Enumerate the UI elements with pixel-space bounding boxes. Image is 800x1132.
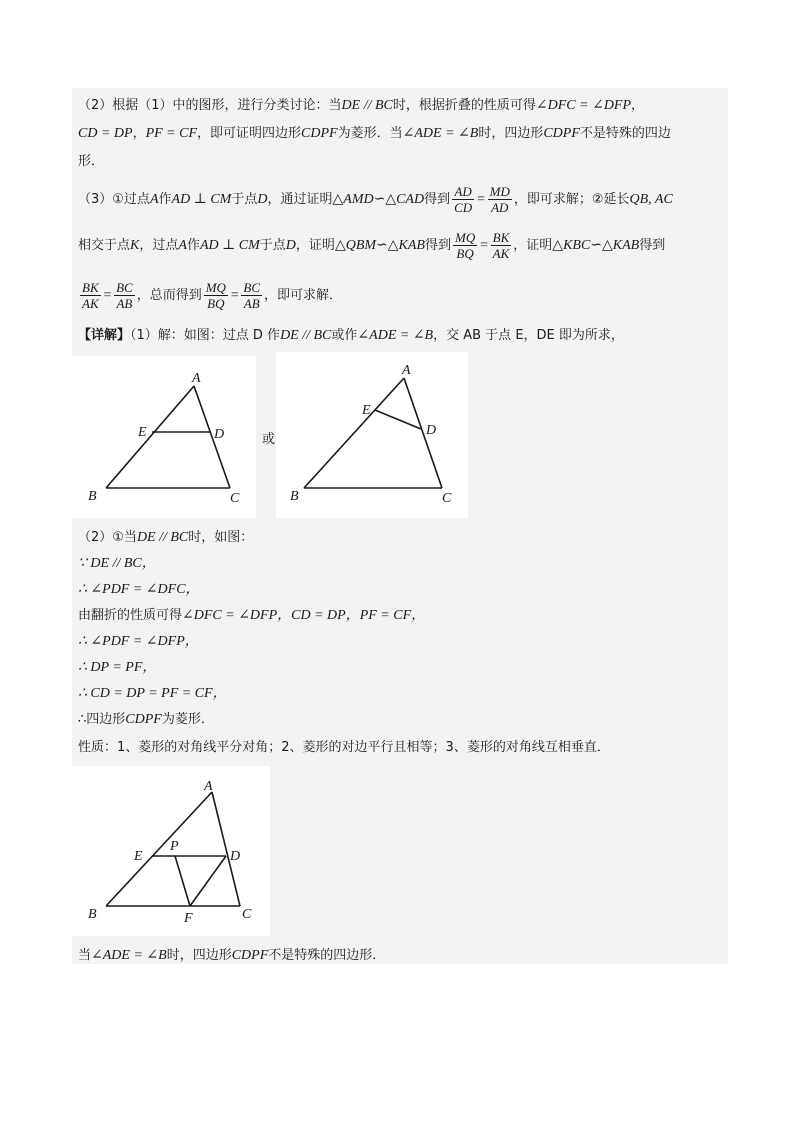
label-d: D [426, 423, 437, 438]
side-ab [106, 792, 212, 906]
fraction [114, 280, 135, 311]
figure-1 [72, 356, 256, 518]
text: 时，根据折叠的性质可得 [392, 98, 536, 113]
text: ，证明 [513, 238, 553, 253]
label-e: E [362, 403, 371, 418]
label-f: F [184, 911, 193, 926]
analysis-2-line-2 [78, 124, 671, 144]
denominator: AK [82, 296, 99, 311]
math: ∠DFC = ∠DFP [535, 98, 632, 113]
step-4 [78, 606, 425, 626]
text: （2）①当 [78, 530, 137, 545]
text: 当 [78, 948, 92, 963]
math: △AMD∽△CAD [332, 192, 425, 207]
step-1 [78, 528, 253, 548]
text: 为菱形． [161, 712, 214, 727]
math: D [285, 238, 296, 253]
denominator: AD [491, 200, 509, 215]
text: 不是特殊的四边形． [268, 948, 386, 963]
numerator: MQ [454, 230, 476, 245]
math: CDPF [231, 948, 269, 963]
fraction [80, 280, 101, 311]
text: ，即可求解． [264, 288, 343, 303]
analysis-2-line-1 [78, 96, 644, 116]
math: CDPF [125, 712, 162, 727]
text: 不是特殊的四边 [579, 126, 671, 141]
analysis-3-line-3 [78, 280, 342, 311]
detail-heading: 【详解】 [78, 328, 131, 343]
step-6: ∴ DP = PF， [78, 660, 157, 675]
rhombus-properties: 性质：1、菱形的对角线平分对角；2、菱形的对边平行且相等；3、菱形的对角线互相垂直． [78, 740, 610, 755]
figure-3-svg [72, 766, 270, 936]
math: △KBC∽△KAB [552, 238, 640, 253]
text: 时，四边形 [478, 126, 544, 141]
analysis-2-line-3: 形． [78, 154, 105, 169]
analysis-3-line-1 [78, 184, 673, 215]
or-text: 或 [262, 432, 276, 447]
fraction [491, 230, 512, 261]
text: ∴四边形 [78, 712, 126, 727]
math: A [149, 192, 159, 207]
math: CDPF [543, 126, 580, 141]
side-ac [404, 378, 442, 488]
label-a: A [192, 371, 201, 386]
text: 或作 [331, 328, 358, 343]
math: PF = CF [145, 126, 198, 141]
fraction [452, 184, 474, 215]
math: DE // BC [136, 530, 189, 545]
side-ab [106, 386, 194, 488]
math: DE // BC [341, 98, 393, 113]
denominator: AB [243, 296, 260, 311]
math: A [178, 238, 187, 253]
step-7: ∴ CD = DP = PF = CF， [78, 686, 227, 701]
numerator: BC [243, 280, 261, 295]
text: 于点 [231, 192, 258, 207]
label-p: P [170, 839, 179, 854]
numerator: BK [82, 280, 99, 295]
detail-line [78, 326, 624, 346]
fraction [453, 230, 477, 261]
text: ，总而得到 [136, 288, 202, 303]
text: 为菱形．当 [337, 126, 403, 141]
denominator: AK [492, 246, 510, 261]
fraction [204, 280, 228, 311]
text: ，通过证明 [267, 192, 333, 207]
denominator: CD [454, 200, 473, 215]
label-c: C [230, 491, 240, 506]
side-ab [304, 378, 404, 488]
denominator: BQ [456, 246, 474, 261]
label-a: A [402, 363, 411, 378]
math: ∠ADE = ∠B [402, 126, 479, 141]
text: 作 [158, 192, 172, 207]
step-10 [78, 946, 385, 966]
math: = [102, 288, 113, 303]
text: （3）①过点 [78, 192, 150, 207]
text: 得到 [424, 238, 451, 253]
label-c: C [442, 491, 452, 506]
step-5: ∴ ∠PDF = ∠DFP， [78, 634, 199, 649]
text: ，证明 [295, 238, 335, 253]
step-8 [78, 710, 214, 730]
math: △QBM∽△KAB [334, 238, 425, 253]
label-c: C [242, 907, 252, 922]
numerator: BC [116, 280, 133, 295]
denominator: AB [116, 296, 133, 311]
fraction [241, 280, 262, 311]
math: QB, AC [629, 192, 673, 207]
math: K [130, 238, 140, 253]
label-d: D [230, 849, 241, 864]
text: 得到 [424, 192, 451, 207]
math: ∠ADE = ∠B [357, 328, 434, 343]
math: AD ⊥ CM [171, 192, 232, 207]
text: 得到 [639, 238, 666, 253]
text: 时，如图： [188, 530, 254, 545]
math: CD = DP [78, 126, 133, 141]
math: D [257, 192, 268, 207]
label-d: D [214, 427, 225, 442]
label-e: E [138, 425, 147, 440]
math: AD ⊥ CM [199, 238, 260, 253]
math: = [229, 288, 240, 303]
label-b: B [290, 489, 299, 504]
analysis-3-line-2 [78, 230, 665, 261]
numerator: AD [452, 184, 474, 200]
figure-1-svg [72, 356, 256, 518]
numerator: MD [489, 184, 510, 199]
fraction [488, 184, 512, 215]
text: 由翻折的性质可得 [78, 608, 183, 623]
math: DE // BC [280, 328, 332, 343]
text: 相交于点 [78, 238, 131, 253]
figure-2-svg [276, 352, 468, 518]
text: ， [132, 126, 146, 141]
math: ∠DFC = ∠DFP，CD = DP，PF = CF， [182, 608, 426, 623]
numerator: BK [492, 230, 510, 245]
label-a: A [204, 779, 213, 794]
text: ，即可证明四边形 [197, 126, 302, 141]
segment-de [375, 410, 421, 429]
math: = [476, 192, 486, 207]
text: 作 [186, 238, 200, 253]
step-3: ∴ ∠PDF = ∠DFC， [78, 582, 200, 597]
label-b: B [88, 489, 97, 504]
step-2: ∵ DE // BC， [78, 556, 156, 571]
numerator: MQ [205, 280, 226, 295]
text: ，交 AB 于点 E，DE 即为所求， [433, 328, 624, 343]
figure-3 [72, 766, 270, 936]
text: （1）解：如图：过点 D 作 [130, 328, 281, 343]
segment-pf [175, 856, 190, 906]
math: CDPF [301, 126, 338, 141]
math: = [479, 238, 489, 253]
label-b: B [88, 907, 97, 922]
text: ，即可求解；②延长 [513, 192, 630, 207]
label-e: E [134, 849, 143, 864]
text: ， [631, 98, 645, 113]
figure-2 [276, 352, 468, 518]
denominator: BQ [207, 296, 225, 311]
segment-fd [190, 856, 226, 906]
text: ，过点 [139, 238, 179, 253]
text: （2）根据（1）中的图形，进行分类讨论：当 [78, 98, 342, 113]
side-ac [194, 386, 230, 488]
math: ∠ADE = ∠B [91, 948, 167, 963]
text: 时，四边形 [166, 948, 232, 963]
text: 于点 [259, 238, 286, 253]
